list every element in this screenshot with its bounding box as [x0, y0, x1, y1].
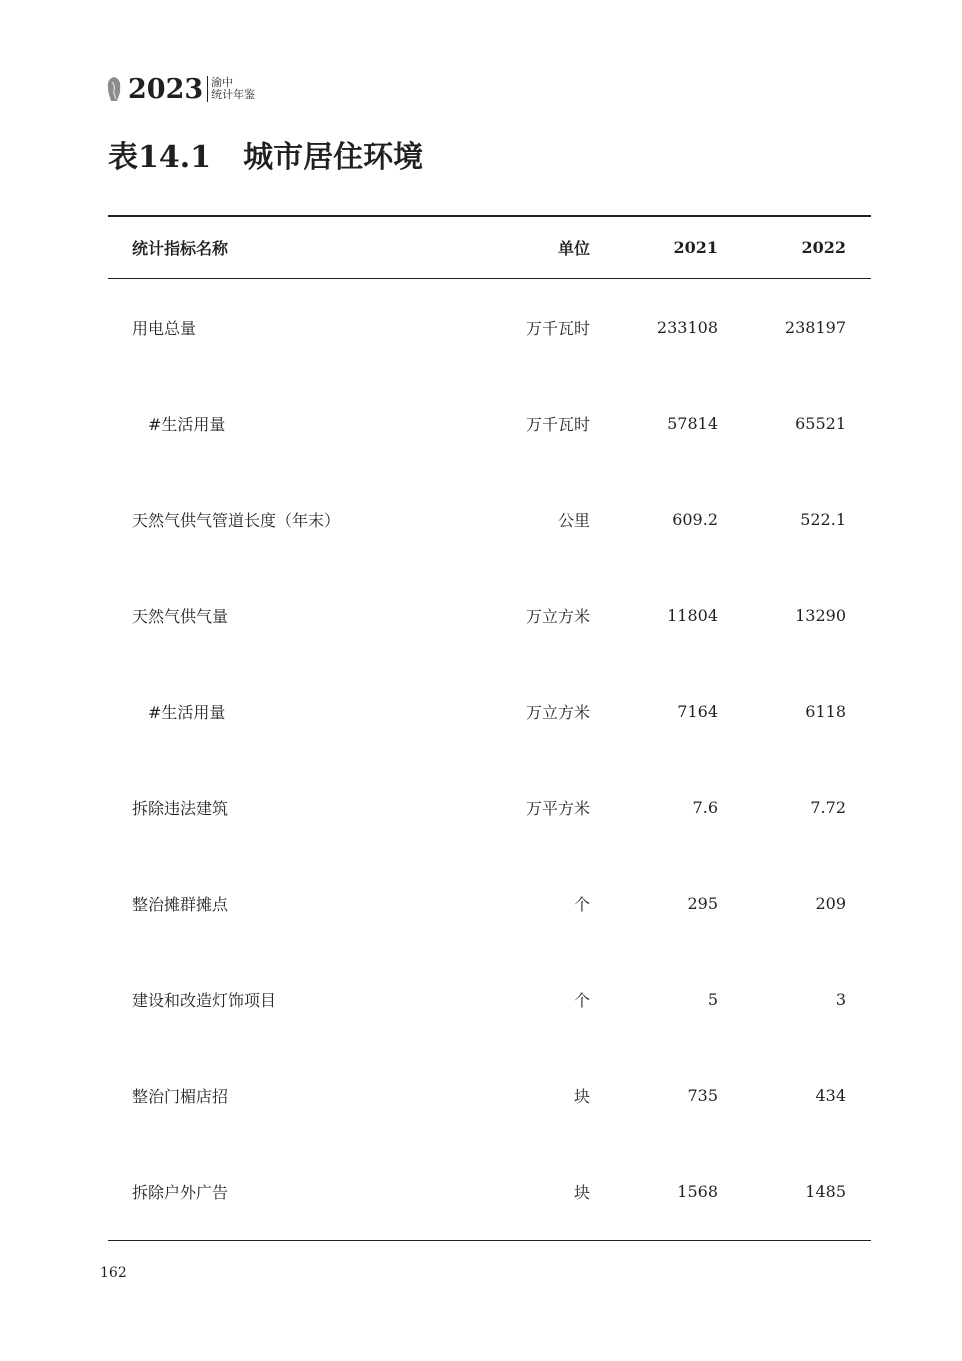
row-value-2022: 1485 — [805, 1182, 846, 1201]
row-value-2021: 11804 — [667, 606, 718, 625]
row-value-2022: 522.1 — [800, 510, 846, 529]
row-name: #生活用量 — [148, 415, 226, 434]
row-name: 整治门楣店招 — [132, 1087, 229, 1106]
row-value-2022: 6118 — [805, 702, 846, 721]
column-header-name: 统计指标名称 — [132, 238, 229, 258]
header-divider — [207, 76, 208, 102]
table-row — [108, 664, 871, 760]
row-value-2022: 238197 — [784, 318, 846, 337]
row-unit: 个 — [573, 895, 590, 914]
table-row — [108, 472, 871, 568]
row-value-2022: 209 — [815, 894, 846, 913]
row-value-2022: 7.72 — [810, 798, 846, 817]
column-header-2022: 2022 — [801, 237, 846, 257]
table-body — [108, 279, 871, 1240]
statistics-table — [108, 215, 871, 1241]
table-row — [108, 1048, 871, 1144]
table-header-row — [108, 217, 871, 278]
row-unit: 块 — [573, 1183, 590, 1202]
row-value-2021: 609.2 — [672, 510, 718, 529]
yearbook-header — [106, 72, 255, 106]
row-name: #生活用量 — [148, 703, 226, 722]
row-value-2021: 7.6 — [692, 798, 718, 817]
row-unit: 万千瓦时 — [525, 319, 590, 338]
table-row — [108, 856, 871, 952]
yearbook-subtitle-line1: 渝中 — [211, 76, 234, 89]
column-header-2021: 2021 — [673, 237, 718, 257]
row-unit: 万立方米 — [525, 607, 590, 626]
row-name: 拆除违法建筑 — [132, 799, 229, 818]
row-value-2021: 7164 — [677, 702, 718, 721]
row-value-2022: 434 — [815, 1086, 846, 1105]
page-title — [108, 138, 423, 178]
row-value-2021: 735 — [687, 1086, 718, 1105]
row-unit: 个 — [573, 991, 590, 1010]
yearbook-subtitle — [211, 77, 255, 101]
yearbook-year: 2023 — [128, 73, 204, 105]
row-unit: 公里 — [557, 511, 590, 530]
row-unit: 万立方米 — [525, 703, 590, 722]
row-value-2021: 295 — [687, 894, 718, 913]
district-emblem-icon — [106, 76, 122, 102]
row-value-2021: 57814 — [667, 414, 718, 433]
yearbook-subtitle-line2: 统计年鉴 — [211, 88, 256, 101]
row-value-2022: 65521 — [795, 414, 846, 433]
row-name: 建设和改造灯饰项目 — [132, 991, 277, 1010]
table-title: 城市居住环境 — [243, 140, 424, 175]
row-name: 天然气供气管道长度（年末） — [132, 511, 341, 530]
row-value-2021: 5 — [707, 990, 718, 1009]
row-unit: 万千瓦时 — [525, 415, 590, 434]
row-unit: 块 — [573, 1087, 590, 1106]
table-number: 表14.1 — [108, 140, 212, 175]
row-unit: 万平方米 — [525, 799, 590, 818]
column-header-unit: 单位 — [557, 238, 590, 258]
row-value-2022: 13290 — [795, 606, 846, 625]
row-name: 整治摊群摊点 — [132, 895, 229, 914]
table-row — [108, 376, 871, 472]
table-row — [108, 568, 871, 664]
table-bottom-rule — [108, 1240, 871, 1242]
row-value-2021: 1568 — [677, 1182, 718, 1201]
row-name: 拆除户外广告 — [132, 1183, 229, 1202]
row-value-2022: 3 — [835, 990, 846, 1009]
table-row — [108, 1144, 871, 1240]
table-row — [108, 280, 871, 376]
page-number: 162 — [100, 1265, 127, 1281]
row-value-2021: 233108 — [656, 318, 718, 337]
row-name: 天然气供气量 — [132, 607, 229, 626]
row-name: 用电总量 — [132, 319, 197, 338]
table-row — [108, 952, 871, 1048]
table-row — [108, 760, 871, 856]
